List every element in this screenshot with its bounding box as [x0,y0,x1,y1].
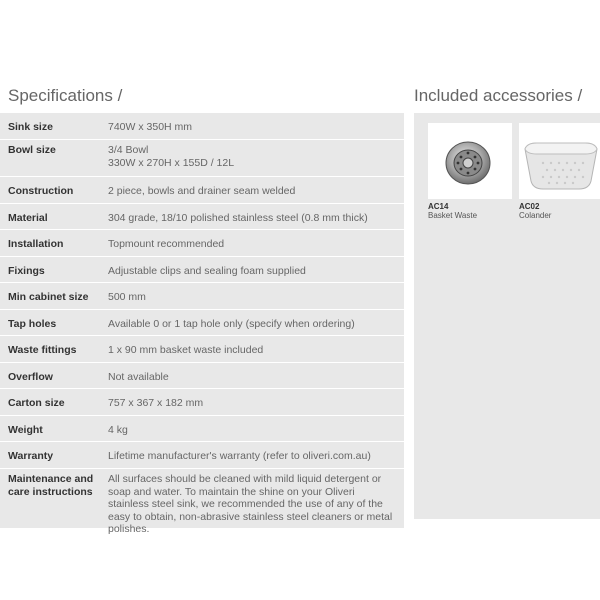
spec-row [0,140,404,177]
accessory-code: AC14 [428,202,449,211]
spec-value: 4 kg [108,424,128,436]
specifications-title: Specifications / [8,86,123,105]
spec-label: Material [8,212,48,224]
spec-label: Bowl size [8,144,56,156]
accessory-name: Colander [519,211,552,220]
accessories-panel [414,113,600,519]
spec-row [0,363,404,389]
spec-row [0,310,404,336]
spec-label: Min cabinet size [8,291,89,303]
basket-waste-icon [428,123,512,199]
spec-value: Lifetime manufacturer's warranty (refer to oliveri.com.au) [108,450,371,462]
spec-value: All surfaces should be cleaned with mild liquid detergent or soap and water. To maintain the shine on your Oliveri stainless steel sink, we recommended the use of any of the easy to obtain, non-abrasive stainless steel cleaners or metal polishes. [108,473,393,535]
spec-value: 500 mm [108,291,146,303]
spec-row [0,257,404,283]
accessory-item [519,123,600,220]
spec-value: 740W x 350H mm [108,121,193,133]
accessory-code: AC02 [519,202,540,211]
spec-value: Available 0 or 1 tap hole only (specify when ordering) [108,318,355,330]
spec-row [0,469,404,535]
spec-label: Overflow [8,371,53,383]
spec-row [0,336,404,363]
spec-row [0,113,404,140]
spec-value: Topmount recommended [108,238,225,250]
spec-label: Tap holes [8,318,57,330]
spec-row [0,230,404,257]
spec-value: 3/4 Bowl 330W x 270H x 155D / 12L [108,144,235,169]
spec-row [0,204,404,230]
accessory-item [428,123,512,220]
accessory-name: Basket Waste [428,211,478,220]
spec-value: Adjustable clips and sealing foam supplied [108,265,306,277]
spec-label: Fixings [8,265,45,277]
spec-value: 1 x 90 mm basket waste included [108,344,264,356]
spec-label: Waste fittings [8,344,77,356]
spec-value: 2 piece, bowls and drainer seam welded [108,185,296,197]
accessories-title: Included accessories / [414,86,583,105]
spec-row [0,442,404,469]
spec-row [0,389,404,416]
spec-label: Warranty [8,450,54,462]
spec-row [0,416,404,442]
specifications-table [0,113,404,535]
spec-value: Not available [108,371,169,383]
spec-label: Maintenance and care instructions [8,473,94,498]
spec-row [0,283,404,310]
spec-label: Carton size [8,397,65,409]
spec-value: 757 x 367 x 182 mm [108,397,204,409]
colander-icon [519,123,600,199]
spec-row [0,177,404,204]
spec-label: Weight [8,424,43,436]
spec-label: Sink size [8,121,53,133]
spec-label: Construction [8,185,74,197]
spec-label: Installation [8,238,64,250]
spec-value: 304 grade, 18/10 polished stainless steel (0.8 mm thick) [108,212,368,224]
